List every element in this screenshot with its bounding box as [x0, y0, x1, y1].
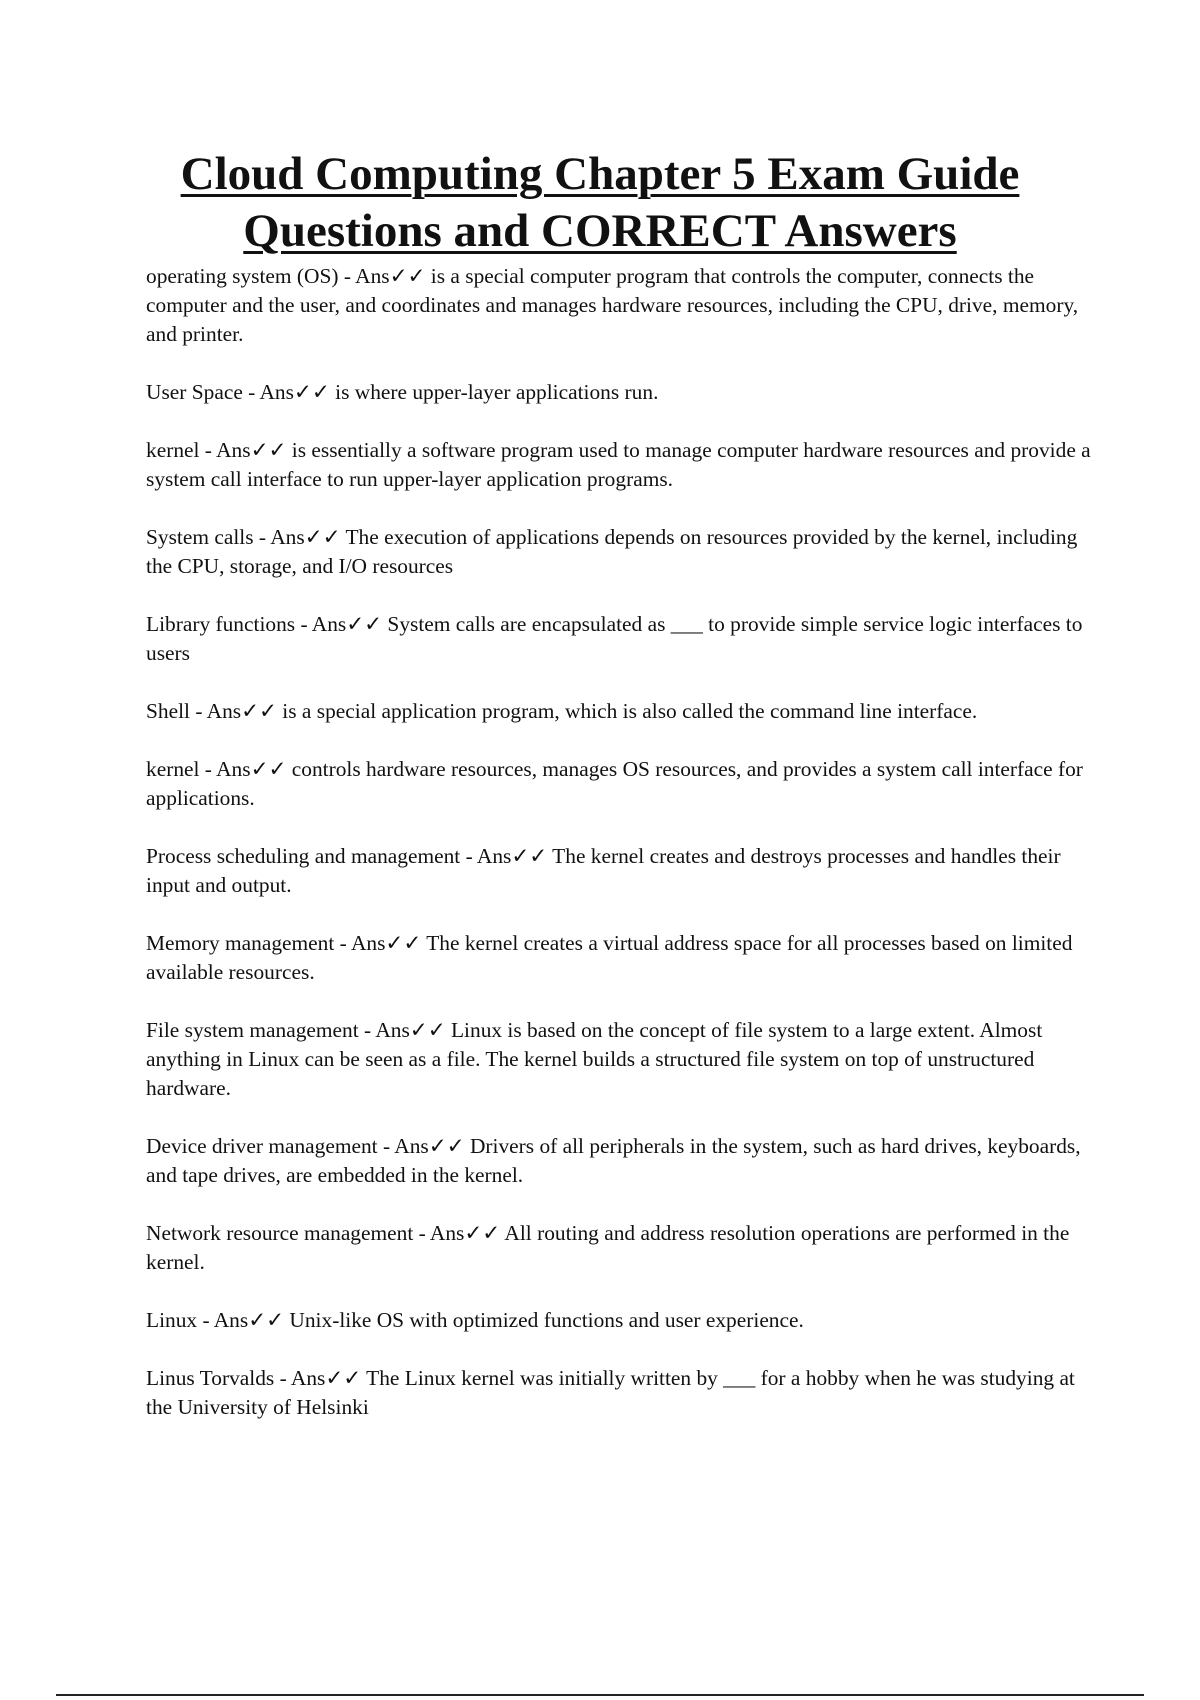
entry-definition: is a special application program, which is also called the command line interface. [276, 699, 978, 723]
answer-marker: Ans [350, 931, 386, 955]
double-check-icon: ✓✓ [241, 699, 277, 723]
entry-definition: The Linux kernel was initially written by ___ for a hobby when he was studying at the University of Helsinki [146, 1366, 1075, 1419]
qa-entry [146, 1306, 1091, 1335]
entry-definition: The execution of applications depends on resources provided by the kernel, including the CPU, storage, and I/O resources [146, 525, 1078, 578]
entry-term: kernel - [146, 438, 217, 462]
entry-term: Shell - [146, 699, 207, 723]
qa-entry [146, 523, 1091, 581]
qa-entry [146, 697, 1091, 726]
answer-marker: Ans [259, 380, 294, 404]
entry-term: Memory management - [146, 931, 351, 955]
double-check-icon: ✓✓ [428, 1134, 465, 1158]
answer-marker: Ans [394, 1134, 429, 1158]
entry-definition: The kernel creates and destroys processes and handles their input and output. [146, 844, 1061, 897]
entry-term: Library functions - [146, 612, 312, 636]
qa-entry [146, 436, 1091, 494]
answer-marker: Ans [429, 1221, 465, 1245]
qa-entry [146, 755, 1091, 813]
entry-term: operating system (OS) - [146, 264, 356, 288]
entry-definition: The kernel creates a virtual address space for all processes based on limited available resources. [146, 931, 1073, 984]
double-check-icon: ✓✓ [385, 931, 422, 955]
answer-marker: Ans [206, 699, 242, 723]
qa-list [146, 262, 1091, 1451]
entry-definition: All routing and address resolution operations are performed in the kernel. [146, 1221, 1070, 1274]
answer-marker: Ans [290, 1366, 326, 1390]
title-line-2: Questions and CORRECT Answers [243, 205, 957, 257]
title-line-1: Cloud Computing Chapter 5 Exam Guide [180, 148, 1020, 200]
double-check-icon: ✓✓ [409, 1018, 446, 1042]
entry-term: System calls - [146, 525, 271, 549]
qa-entry [146, 262, 1091, 349]
answer-marker: Ans [213, 1308, 249, 1332]
answer-marker: Ans [355, 264, 390, 288]
entry-definition: controls hardware resources, manages OS resources, and provides a system call interface for applications. [146, 757, 1083, 810]
double-check-icon: ✓✓ [346, 612, 383, 636]
entry-term: User Space - [146, 380, 260, 404]
double-check-icon: ✓✓ [293, 380, 330, 404]
qa-entry [146, 842, 1091, 900]
qa-entry [146, 610, 1091, 668]
answer-marker: Ans [216, 438, 251, 462]
double-check-icon: ✓✓ [250, 757, 287, 781]
entry-definition: System calls are encapsulated as ___ to provide simple service logic interfaces to users [146, 612, 1083, 665]
entry-definition: Unix-like OS with optimized functions and user experience. [284, 1308, 804, 1332]
qa-entry [146, 929, 1091, 987]
double-check-icon: ✓✓ [304, 525, 341, 549]
entry-definition: is a special computer program that controls the computer, connects the computer and the user, and coordinates and manages hardware resources, including the CPU, drive, memory, and printer. [146, 264, 1079, 346]
answer-marker: Ans [270, 525, 305, 549]
entry-term: Linux - [146, 1308, 214, 1332]
entry-term: Process scheduling and management - [146, 844, 477, 868]
answer-marker: Ans [476, 844, 512, 868]
double-check-icon: ✓✓ [389, 264, 426, 288]
double-check-icon: ✓✓ [248, 1308, 285, 1332]
qa-entry [146, 378, 1091, 407]
double-check-icon: ✓✓ [250, 438, 287, 462]
entry-term: Device driver management - [146, 1134, 395, 1158]
answer-marker: Ans [375, 1018, 410, 1042]
double-check-icon: ✓✓ [325, 1366, 362, 1390]
answer-marker: Ans [216, 757, 251, 781]
qa-entry [146, 1132, 1091, 1190]
entry-definition: is essentially a software program used to manage computer hardware resources and provide a system call interface to run upper-layer application programs. [146, 438, 1091, 491]
qa-entry [146, 1016, 1091, 1103]
document-title [100, 146, 1100, 260]
qa-entry [146, 1364, 1091, 1422]
double-check-icon: ✓✓ [511, 844, 548, 868]
entry-term: File system management - [146, 1018, 376, 1042]
entry-definition: Drivers of all peripherals in the system, such as hard drives, keyboards, and tape drives, are embedded in the kernel. [146, 1134, 1081, 1187]
entry-term: Network resource management - [146, 1221, 430, 1245]
footer-divider [56, 1694, 1144, 1696]
double-check-icon: ✓✓ [464, 1221, 501, 1245]
entry-definition: is where upper-layer applications run. [329, 380, 659, 404]
entry-term: Linus Torvalds - [146, 1366, 291, 1390]
entry-definition: Linux is based on the concept of file system to a large extent. Almost anything in Linux can be seen as a file. The kernel builds a structured file system on top of unstructured hardware. [146, 1018, 1043, 1100]
answer-marker: Ans [311, 612, 347, 636]
entry-term: kernel - [146, 757, 217, 781]
qa-entry [146, 1219, 1091, 1277]
